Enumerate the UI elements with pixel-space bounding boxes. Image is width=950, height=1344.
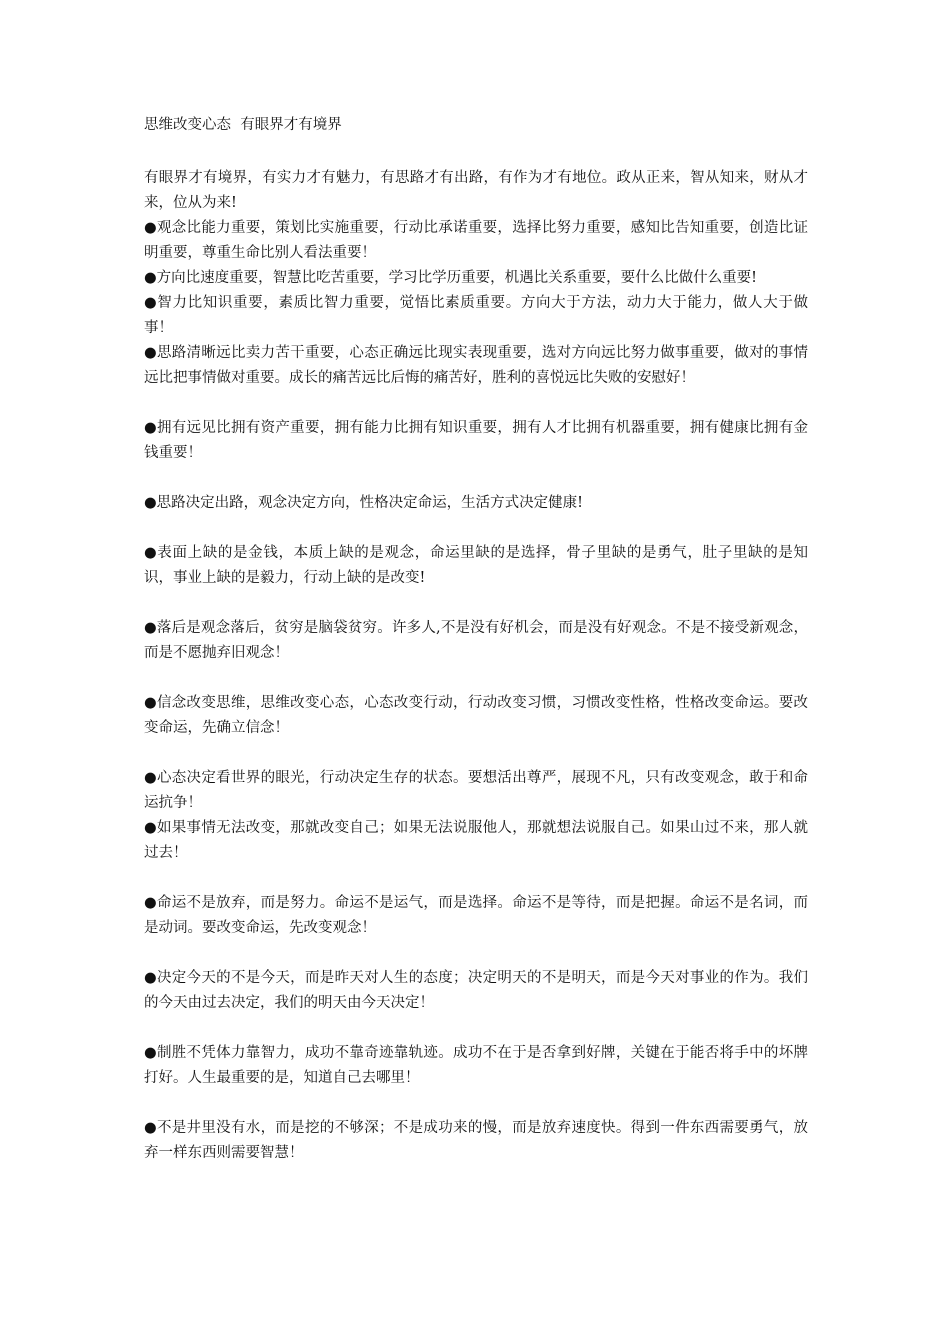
paragraph: ●如果事情无法改变，那就改变自己；如果无法说服他人，那就想法说服自己。如果山过不来，那人就过去！ xyxy=(144,820,808,861)
paragraph: ●信念改变思维，思维改变心态，心态改变行动，行动改变习惯，习惯改变性格，性格改变命运。要改变命运，先确立信念！ xyxy=(144,695,808,736)
paragraph: ●命运不是放弃，而是努力。命运不是运气，而是选择。命运不是等待，而是把握。命运不是名词，而是动词。要改变命运，先改变观念！ xyxy=(144,895,808,936)
document-page xyxy=(144,113,808,1166)
document-title: 思维改变心态 有眼界才有境界 xyxy=(144,117,342,133)
paragraph: ●表面上缺的是金钱，本质上缺的是观念，命运里缺的是选择，骨子里缺的是勇气，肚子里缺的是知识，事业上缺的是毅力，行动上缺的是改变! xyxy=(144,545,808,586)
paragraph: ●方向比速度重要，智慧比吃苦重要，学习比学历重要，机遇比关系重要，要什么比做什么重要! xyxy=(144,270,757,286)
paragraph: 有眼界才有境界，有实力才有魅力，有思路才有出路，有作为才有地位。政从正来，智从知来，财从才来，位从为来! xyxy=(144,170,808,211)
blank-line xyxy=(144,391,808,416)
blank-line xyxy=(144,1016,808,1041)
blank-line xyxy=(144,1091,808,1116)
blank-line xyxy=(144,941,808,966)
paragraph: ●思路清晰远比卖力苦干重要，心态正确远比现实表现重要，选对方向远比努力做事重要，做对的事情远比把事情做对重要。成长的痛苦远比后悔的痛苦好，胜利的喜悦远比失败的安慰好！ xyxy=(144,345,808,386)
paragraph: ●决定今天的不是今天，而是昨天对人生的态度；决定明天的不是明天，而是今天对事业的作为。我们的今天由过去决定，我们的明天由今天决定！ xyxy=(144,970,808,1011)
paragraph: ●落后是观念落后，贫穷是脑袋贫穷。许多人,不是没有好机会，而是没有好观念。不是不接受新观念，而是不愿抛弃旧观念！ xyxy=(144,620,808,661)
paragraph: ●观念比能力重要，策划比实施重要，行动比承诺重要，选择比努力重要，感知比告知重要，创造比证明重要，尊重生命比别人看法重要！ xyxy=(144,220,808,261)
blank-line xyxy=(144,666,808,691)
paragraph: ●不是井里没有水，而是挖的不够深；不是成功来的慢，而是放弃速度快。得到一件东西需要勇气，放弃一样东西则需要智慧！ xyxy=(144,1120,808,1161)
paragraph: ●拥有远见比拥有资产重要，拥有能力比拥有知识重要，拥有人才比拥有机器重要，拥有健康比拥有金钱重要！ xyxy=(144,420,808,461)
blank-line xyxy=(144,741,808,766)
paragraph: ●思路决定出路，观念决定方向，性格决定命运，生活方式决定健康! xyxy=(144,495,583,511)
blank-line xyxy=(144,591,808,616)
blank-line xyxy=(144,866,808,891)
blank-line xyxy=(144,516,808,541)
paragraph: ●心态决定看世界的眼光，行动决定生存的状态。要想活出尊严，展现不凡，只有改变观念，敢于和命运抗争！ xyxy=(144,770,808,811)
blank-line xyxy=(144,466,808,491)
paragraph: ●智力比知识重要，素质比智力重要，觉悟比素质重要。方向大于方法，动力大于能力，做人大于做事！ xyxy=(144,295,808,336)
paragraph: ●制胜不凭体力靠智力，成功不靠奇迹靠轨迹。成功不在于是否拿到好牌，关键在于能否将手中的坏牌打好。人生最重要的是，知道自己去哪里！ xyxy=(144,1045,808,1086)
